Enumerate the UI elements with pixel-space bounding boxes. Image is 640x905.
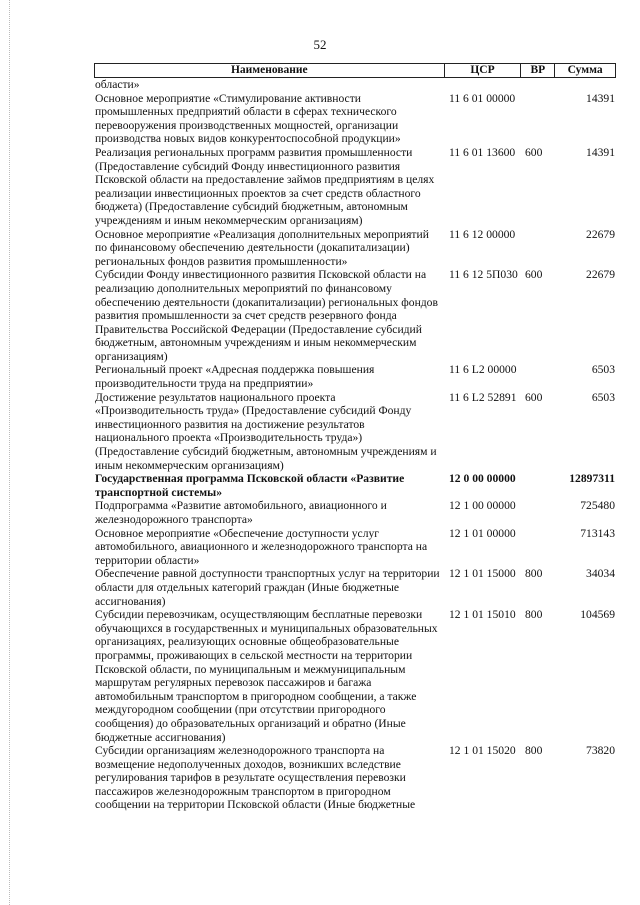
table-row	[94, 527, 616, 568]
row-name: Субсидии Фонду инвестиционного развития Псковской области на реализацию дополнительных мероприятий по финансовому обеспечению деятельности (докапитализации) региональных фондов развития промышленности за счет средств резервного фонда Правительства Российской Федерации (Предоставление субсидий бюджетным, автономным учреждениям и иным некоммерческим организациям)	[95, 268, 438, 363]
table-row	[94, 228, 616, 269]
row-vr: 800	[525, 567, 543, 581]
header-csr: ЦСР	[445, 64, 522, 77]
row-csr: 12 1 01 15020	[449, 744, 516, 758]
row-csr: 11 6 12 00000	[449, 227, 516, 241]
row-sum: 22679	[586, 227, 615, 241]
table-row	[94, 363, 616, 390]
row-name: Субсидии перевозчикам, осуществляющим бесплатные перевозки обучающихся в государственных и муниципальных образовательных организациях, реализующих основные общеобразовательные программы, проживающих в сельской местности на территории Псковской области, по муниципальным и межмуниципальным маршрутам регулярных перевозок пассажиров и багажа автомобильным транспортом в пригородном сообщении, а также междугородном сообщении (при отсутствии пригородного сообщения) до образовательных организаций и обратно (Иные бюджетные ассигнования)	[95, 608, 438, 744]
row-vr	[522, 92, 556, 146]
page-number: 52	[313, 37, 327, 52]
row-csr	[445, 78, 522, 92]
row-csr: 12 1 01 00000	[449, 526, 516, 540]
row-vr: 800	[525, 744, 543, 758]
row-csr: 11 6 01 13600	[449, 145, 516, 159]
row-sum: 34034	[586, 567, 615, 581]
table-row	[94, 92, 616, 146]
row-csr: 11 6 L2 00000	[449, 363, 517, 377]
row-csr: 12 1 01 15010	[449, 608, 516, 622]
row-vr	[522, 78, 556, 92]
row-csr: 12 0 00 00000	[449, 472, 516, 486]
row-sum: 73820	[586, 744, 615, 758]
header-sum: Сумма	[567, 64, 603, 76]
row-vr	[522, 472, 556, 499]
row-csr: 12 1 01 15000	[449, 567, 516, 581]
row-sum: 6503	[591, 363, 615, 377]
table-header	[94, 63, 616, 78]
row-name: Субсидии организациям железнодорожного транспорта на возмещение недополученных доходов, возникших вследствие регулирования тарифов в результате осуществления перевозки пассажиров железнодорожным транспортом в пригородном сообщении на территории Псковской области (Иные бюджетные	[95, 744, 416, 812]
header-name: Наименование	[95, 64, 445, 77]
row-name: Региональный проект «Адресная поддержка повышения производительности труда на предприятии»	[95, 363, 375, 391]
row-sum: 104569	[580, 608, 615, 622]
table-row	[94, 268, 616, 363]
row-sum: 12897311	[569, 472, 615, 486]
table-body	[94, 78, 616, 812]
row-sum: 6503	[591, 390, 615, 404]
row-sum: 14391	[586, 91, 615, 105]
row-sum: 713143	[580, 526, 615, 540]
row-vr	[522, 363, 556, 390]
table-row	[94, 744, 616, 812]
row-name: Основное мероприятие «Обеспечение доступности услуг автомобильного, авиационного и железнодорожного транспорта на территории области»	[95, 526, 428, 567]
row-vr: 600	[525, 390, 543, 404]
row-name: Обеспечение равной доступности транспортных услуг на территории области для отдельных категорий граждан (Иные бюджетные ассигнования)	[95, 567, 440, 608]
row-name: Основное мероприятие «Реализация дополнительных мероприятий по финансовому обеспечению деятельности (докапитализации) региональных фондов развития промышленности»	[95, 227, 429, 268]
row-name: Основное мероприятие «Стимулирование активности промышленных предприятий области в сферах технического перевооружения производственных мощностей, организации производства новых видов конкурентоспособной продукции»	[95, 91, 401, 146]
budget-table	[94, 63, 616, 812]
row-sum: 725480	[580, 499, 615, 513]
row-csr: 11 6 01 00000	[449, 91, 516, 105]
row-csr: 12 1 00 00000	[449, 499, 516, 513]
row-sum: 14391	[586, 145, 615, 159]
row-vr: 600	[525, 268, 543, 282]
row-vr: 800	[525, 608, 543, 622]
row-vr: 600	[525, 145, 543, 159]
table-row	[94, 608, 616, 744]
row-vr	[522, 527, 556, 568]
table-row	[94, 567, 616, 608]
table-row	[94, 472, 616, 499]
row-sum	[556, 78, 616, 92]
table-row	[94, 391, 616, 473]
scan-edge-line	[9, 0, 11, 905]
row-csr: 11 6 L2 52891	[449, 390, 517, 404]
row-name: Реализация региональных программ развития промышленности (Предоставление субсидий Фонду инвестиционного развития Псковской области на предоставление займов предприятиям в целях реализации инвестиционных проектов за счет средств областного бюджета) (Предоставление субсидий бюджетным, автономным учреждениям и иным некоммерческим организациям)	[95, 145, 435, 227]
row-sum: 22679	[586, 268, 615, 282]
table-row	[94, 78, 616, 92]
table-row	[94, 499, 616, 526]
row-name: области»	[95, 78, 140, 91]
row-name: Достижение результатов национального проекта «Производительность труда» (Предоставление субсидий Фонду инвестиционного развития на достижение результатов национального проекта «Производительность труда») (Предоставление субсидий бюджетным, автономным учреждениям и иным некоммерческим организациям)	[95, 390, 437, 472]
row-name: Подпрограмма «Развитие автомобильного, авиационного и железнодорожного транспорта»	[95, 499, 387, 526]
row-vr	[522, 228, 556, 269]
table-row	[94, 146, 616, 228]
row-vr	[522, 499, 556, 526]
header-vr: ВР	[521, 64, 555, 77]
row-name: Государственная программа Псковской области «Развитие транспортной системы»	[95, 472, 405, 499]
row-csr: 11 6 12 5П030	[449, 268, 518, 282]
